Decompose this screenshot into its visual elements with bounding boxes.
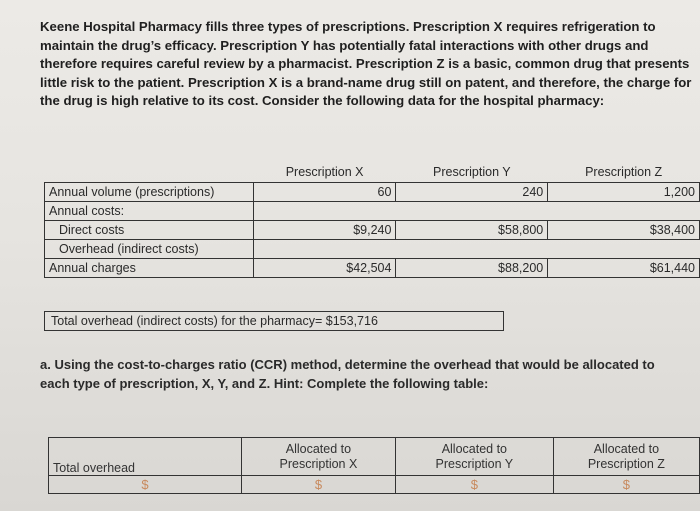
question-line: a. Using the cost-to-charges ratio (CCR) method, determine the overhead that would be allocated to: [40, 357, 655, 372]
allocated-y-header: Allocated to Prescription Y: [395, 438, 553, 476]
row-label-overhead: Overhead (indirect costs): [45, 239, 254, 258]
table-header-row: [45, 163, 700, 182]
allocated-x-input[interactable]: $: [241, 476, 395, 494]
total-overhead-note: Total overhead (indirect costs) for the pharmacy= $153,716: [44, 311, 504, 331]
allocated-y-input[interactable]: $: [395, 476, 553, 494]
answer-input-row: [49, 476, 700, 494]
cell-charges-x: $42,504: [253, 258, 396, 277]
column-header-y: Prescription Y: [433, 165, 511, 180]
cell-direct-x: $9,240: [253, 220, 396, 239]
intro-line: the drug is high relative to its cost. Consider the following data for the hospital pharmacy:: [40, 93, 605, 108]
cell-volume-z: 1,200: [548, 182, 700, 201]
cell-volume-x: 60: [253, 182, 396, 201]
table-row-overhead: [45, 239, 700, 258]
question-a: [40, 356, 680, 393]
table-row-costs-header: [45, 201, 700, 220]
answer-table: [48, 437, 700, 494]
cell-charges-z: $61,440: [548, 258, 700, 277]
intro-line: therefore requires careful review by a pharmacist. Prescription Z is a basic, common drug that presents: [40, 56, 690, 71]
row-label-direct-costs: Direct costs: [45, 220, 254, 239]
cell-volume-y: 240: [396, 182, 548, 201]
table-row-volume: [45, 182, 700, 201]
intro-line: maintain the drug’s efficacy. Prescription Y has potentially fatal interactions with other drugs and: [40, 37, 649, 53]
problem-intro: [40, 18, 692, 111]
allocated-z-header: Allocated to Prescription Z: [553, 438, 699, 476]
cell-direct-y: $58,800: [396, 220, 548, 239]
column-header-x: Prescription X: [285, 165, 364, 180]
cell-charges-y: $88,200: [396, 258, 548, 277]
pharmacy-data-table: [44, 163, 700, 278]
row-label-volume: Annual volume (prescriptions): [45, 182, 254, 201]
answer-row: [49, 438, 700, 476]
intro-line: little risk to the patient. Prescription X is a brand-name drug still on patent, and therefore, the charge for: [40, 74, 692, 90]
intro-line: Keene Hospital Pharmacy fills three types of prescriptions. Prescription X requires refrigeration to: [40, 19, 656, 34]
allocated-z-input[interactable]: $: [553, 476, 699, 494]
row-label-annual-costs: Annual costs:: [45, 201, 254, 220]
column-header-z: Prescription Z: [585, 165, 663, 180]
question-line: each type of prescription, X, Y, and Z. Hint: Complete the following table:: [40, 375, 489, 391]
table-row-annual-charges: [45, 258, 700, 277]
row-label-annual-charges: Annual charges: [45, 258, 254, 277]
total-overhead-label: Total overhead: [49, 438, 242, 476]
total-overhead-input[interactable]: $: [49, 476, 242, 494]
cell-direct-z: $38,400: [548, 220, 700, 239]
allocated-x-header: Allocated to Prescription X: [241, 438, 395, 476]
table-row-direct-costs: [45, 220, 700, 239]
